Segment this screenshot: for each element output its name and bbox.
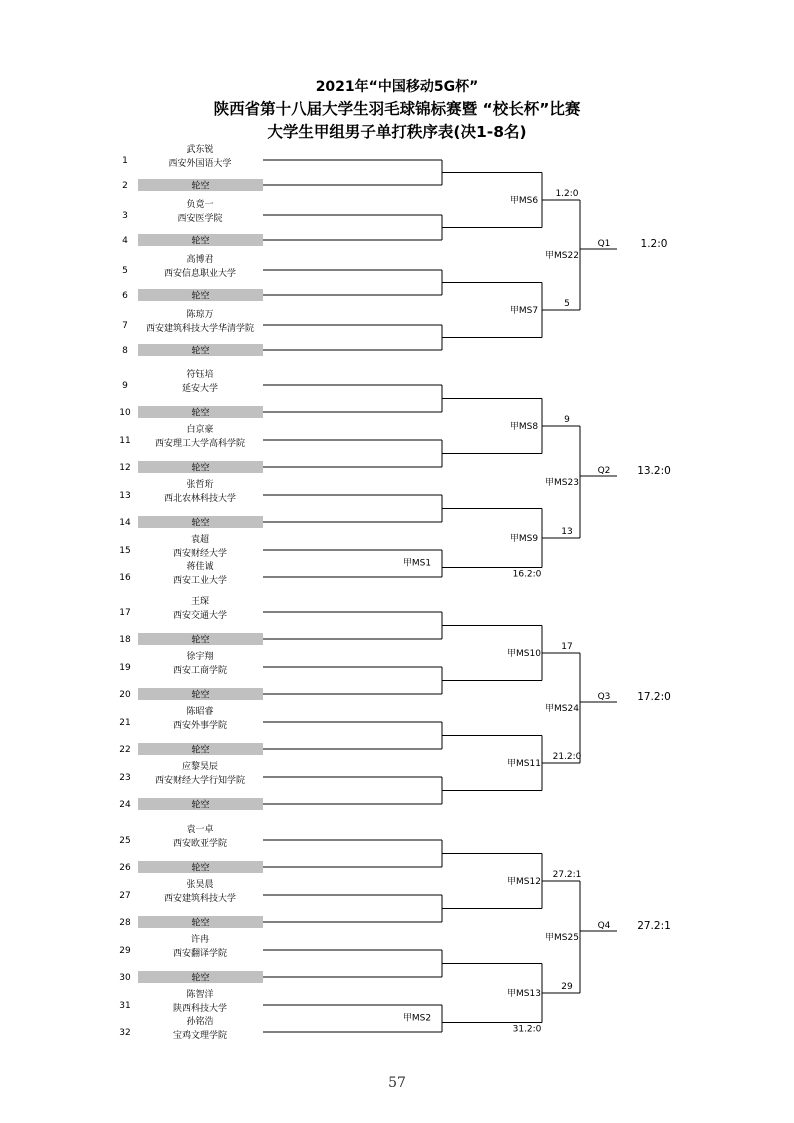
bye-label: 轮空 [191, 863, 210, 874]
player-school: 西安工商学院 [172, 666, 228, 676]
result-label: 16.2:0 [512, 569, 542, 580]
match-label: 甲MS13 [507, 989, 541, 999]
match-label: 甲MS2 [402, 1013, 432, 1024]
player-name: 白京豪 [186, 425, 214, 435]
player-school: 延安大学 [181, 384, 219, 394]
bye-label: 轮空 [191, 236, 210, 247]
seed-number: 14 [119, 518, 131, 528]
match-label: 甲MS8 [509, 422, 539, 432]
match-label: 甲MS23 [545, 478, 579, 488]
seed-number: 27 [119, 891, 131, 901]
seed-number: 9 [122, 381, 128, 391]
score-label: 29 [561, 982, 573, 992]
bye-label: 轮空 [191, 973, 210, 984]
bye-label: 轮空 [191, 918, 210, 929]
seed-number: 6 [122, 291, 128, 301]
seed-number: 12 [119, 463, 131, 473]
bye-label: 轮空 [191, 408, 210, 419]
seed-number: 23 [119, 773, 131, 783]
bye-label: 轮空 [191, 635, 210, 646]
seed-number: 24 [119, 800, 131, 810]
player-school: 西安财经大学行知学院 [154, 776, 246, 786]
bye-label: 轮空 [191, 346, 210, 357]
player-school: 西安欧亚学院 [172, 839, 228, 849]
player-name: 袁一卓 [186, 825, 214, 835]
seed-number: 25 [119, 836, 131, 846]
match-label: 甲MS12 [507, 877, 541, 887]
bye-label: 轮空 [191, 463, 210, 474]
seed-number: 7 [122, 321, 128, 331]
seed-number: 15 [119, 546, 131, 556]
final-label: Q2 [597, 466, 611, 476]
match-label: 甲MS11 [507, 759, 541, 769]
final-result: 27.2:1 [637, 920, 671, 932]
seed-number: 31 [119, 1001, 131, 1011]
player-school: 西安建筑科技大学 [163, 894, 237, 904]
final-result: 1.2:0 [640, 238, 668, 250]
player-name: 应黎昊辰 [181, 762, 219, 772]
score-label: 1.2:0 [555, 189, 579, 199]
player-school: 西北农林科技大学 [163, 494, 237, 504]
player-school: 西安信息职业大学 [163, 269, 237, 279]
seed-number: 5 [122, 266, 128, 276]
final-label: Q4 [597, 921, 611, 931]
seed-number: 1 [122, 156, 128, 166]
seed-number: 11 [119, 436, 131, 446]
seed-number: 10 [119, 408, 131, 418]
score-label: 21.2:0 [552, 752, 582, 762]
player-name: 王琛 [190, 597, 210, 607]
seed-number: 18 [119, 635, 131, 645]
player-name: 陈智洋 [186, 990, 214, 1000]
bye-label: 轮空 [191, 181, 210, 192]
match-label: 甲MS24 [545, 704, 579, 714]
seed-number: 21 [119, 718, 131, 728]
player-name: 张哲珩 [186, 480, 214, 490]
player-school: 西安医学院 [177, 214, 223, 224]
bye-label: 轮空 [191, 690, 210, 701]
seed-number: 16 [119, 573, 131, 583]
bye-label: 轮空 [191, 800, 210, 811]
player-school: 西安工业大学 [172, 576, 228, 586]
match-label: 甲MS25 [545, 933, 579, 943]
final-label: Q3 [597, 692, 611, 702]
player-school: 西安理工大学高科学院 [154, 439, 246, 449]
match-label: 甲MS9 [509, 534, 539, 544]
result-label: 31.2:0 [512, 1024, 542, 1035]
player-name: 孙铭浩 [186, 1017, 214, 1027]
seed-number: 32 [119, 1028, 131, 1038]
seed-number: 28 [119, 918, 131, 928]
score-label: 9 [564, 415, 570, 425]
seed-number: 19 [119, 663, 131, 673]
seed-number: 8 [122, 346, 128, 356]
player-name: 蒋佳诚 [186, 562, 214, 572]
player-school: 西安建筑科技大学华清学院 [145, 324, 255, 334]
seed-number: 17 [119, 608, 131, 618]
match-label: 甲MS1 [402, 558, 432, 569]
bye-label: 轮空 [191, 745, 210, 756]
title-line-3: 大学生甲组男子单打秩序表(决1-8名) [267, 123, 527, 141]
bye-label: 轮空 [191, 518, 210, 529]
final-result: 17.2:0 [637, 691, 671, 703]
match-label: 甲MS7 [509, 306, 539, 316]
player-school: 西安翻译学院 [172, 949, 228, 959]
score-label: 13 [561, 527, 573, 537]
player-school: 宝鸡文理学院 [172, 1031, 228, 1041]
seed-number: 3 [122, 211, 128, 221]
player-name: 负竟一 [186, 200, 214, 210]
bye-label: 轮空 [191, 291, 210, 302]
title-line-2: 陕西省第十八届大学生羽毛球锦标赛暨 “校长杯”比赛 [213, 100, 581, 118]
player-name: 符钰培 [186, 370, 214, 380]
player-school: 西安交通大学 [172, 611, 228, 621]
player-name: 武东锐 [186, 145, 214, 155]
seed-number: 22 [119, 745, 131, 755]
final-label: Q1 [597, 239, 611, 249]
page-number: 57 [388, 1075, 406, 1091]
player-name: 徐宇翔 [186, 652, 214, 662]
final-result: 13.2:0 [637, 465, 671, 477]
match-label: 甲MS22 [545, 251, 579, 261]
player-name: 陈昭睿 [186, 707, 214, 717]
match-label: 甲MS6 [509, 196, 539, 206]
seed-number: 20 [119, 690, 131, 700]
seed-number: 4 [122, 236, 128, 246]
player-school: 西安财经大学 [172, 549, 228, 559]
title-line-1: 2021年“中国移动5G杯” [315, 79, 479, 95]
player-school: 西安外国语大学 [168, 159, 232, 169]
seed-number: 29 [119, 946, 131, 956]
seed-number: 13 [119, 491, 131, 501]
player-school: 陕西科技大学 [172, 1004, 228, 1014]
seed-number: 30 [119, 973, 131, 983]
score-label: 5 [564, 299, 570, 309]
seed-number: 2 [122, 181, 128, 191]
match-label: 甲MS10 [507, 649, 541, 659]
player-name: 张昊晨 [186, 880, 214, 890]
player-name: 陈琼万 [186, 310, 214, 320]
player-name: 袁超 [190, 535, 210, 545]
score-label: 17 [561, 642, 573, 652]
seed-number: 26 [119, 863, 131, 873]
score-label: 27.2:1 [552, 870, 582, 880]
player-name: 高博君 [186, 255, 214, 265]
player-school: 西安外事学院 [172, 721, 228, 731]
player-name: 许冉 [190, 935, 210, 945]
